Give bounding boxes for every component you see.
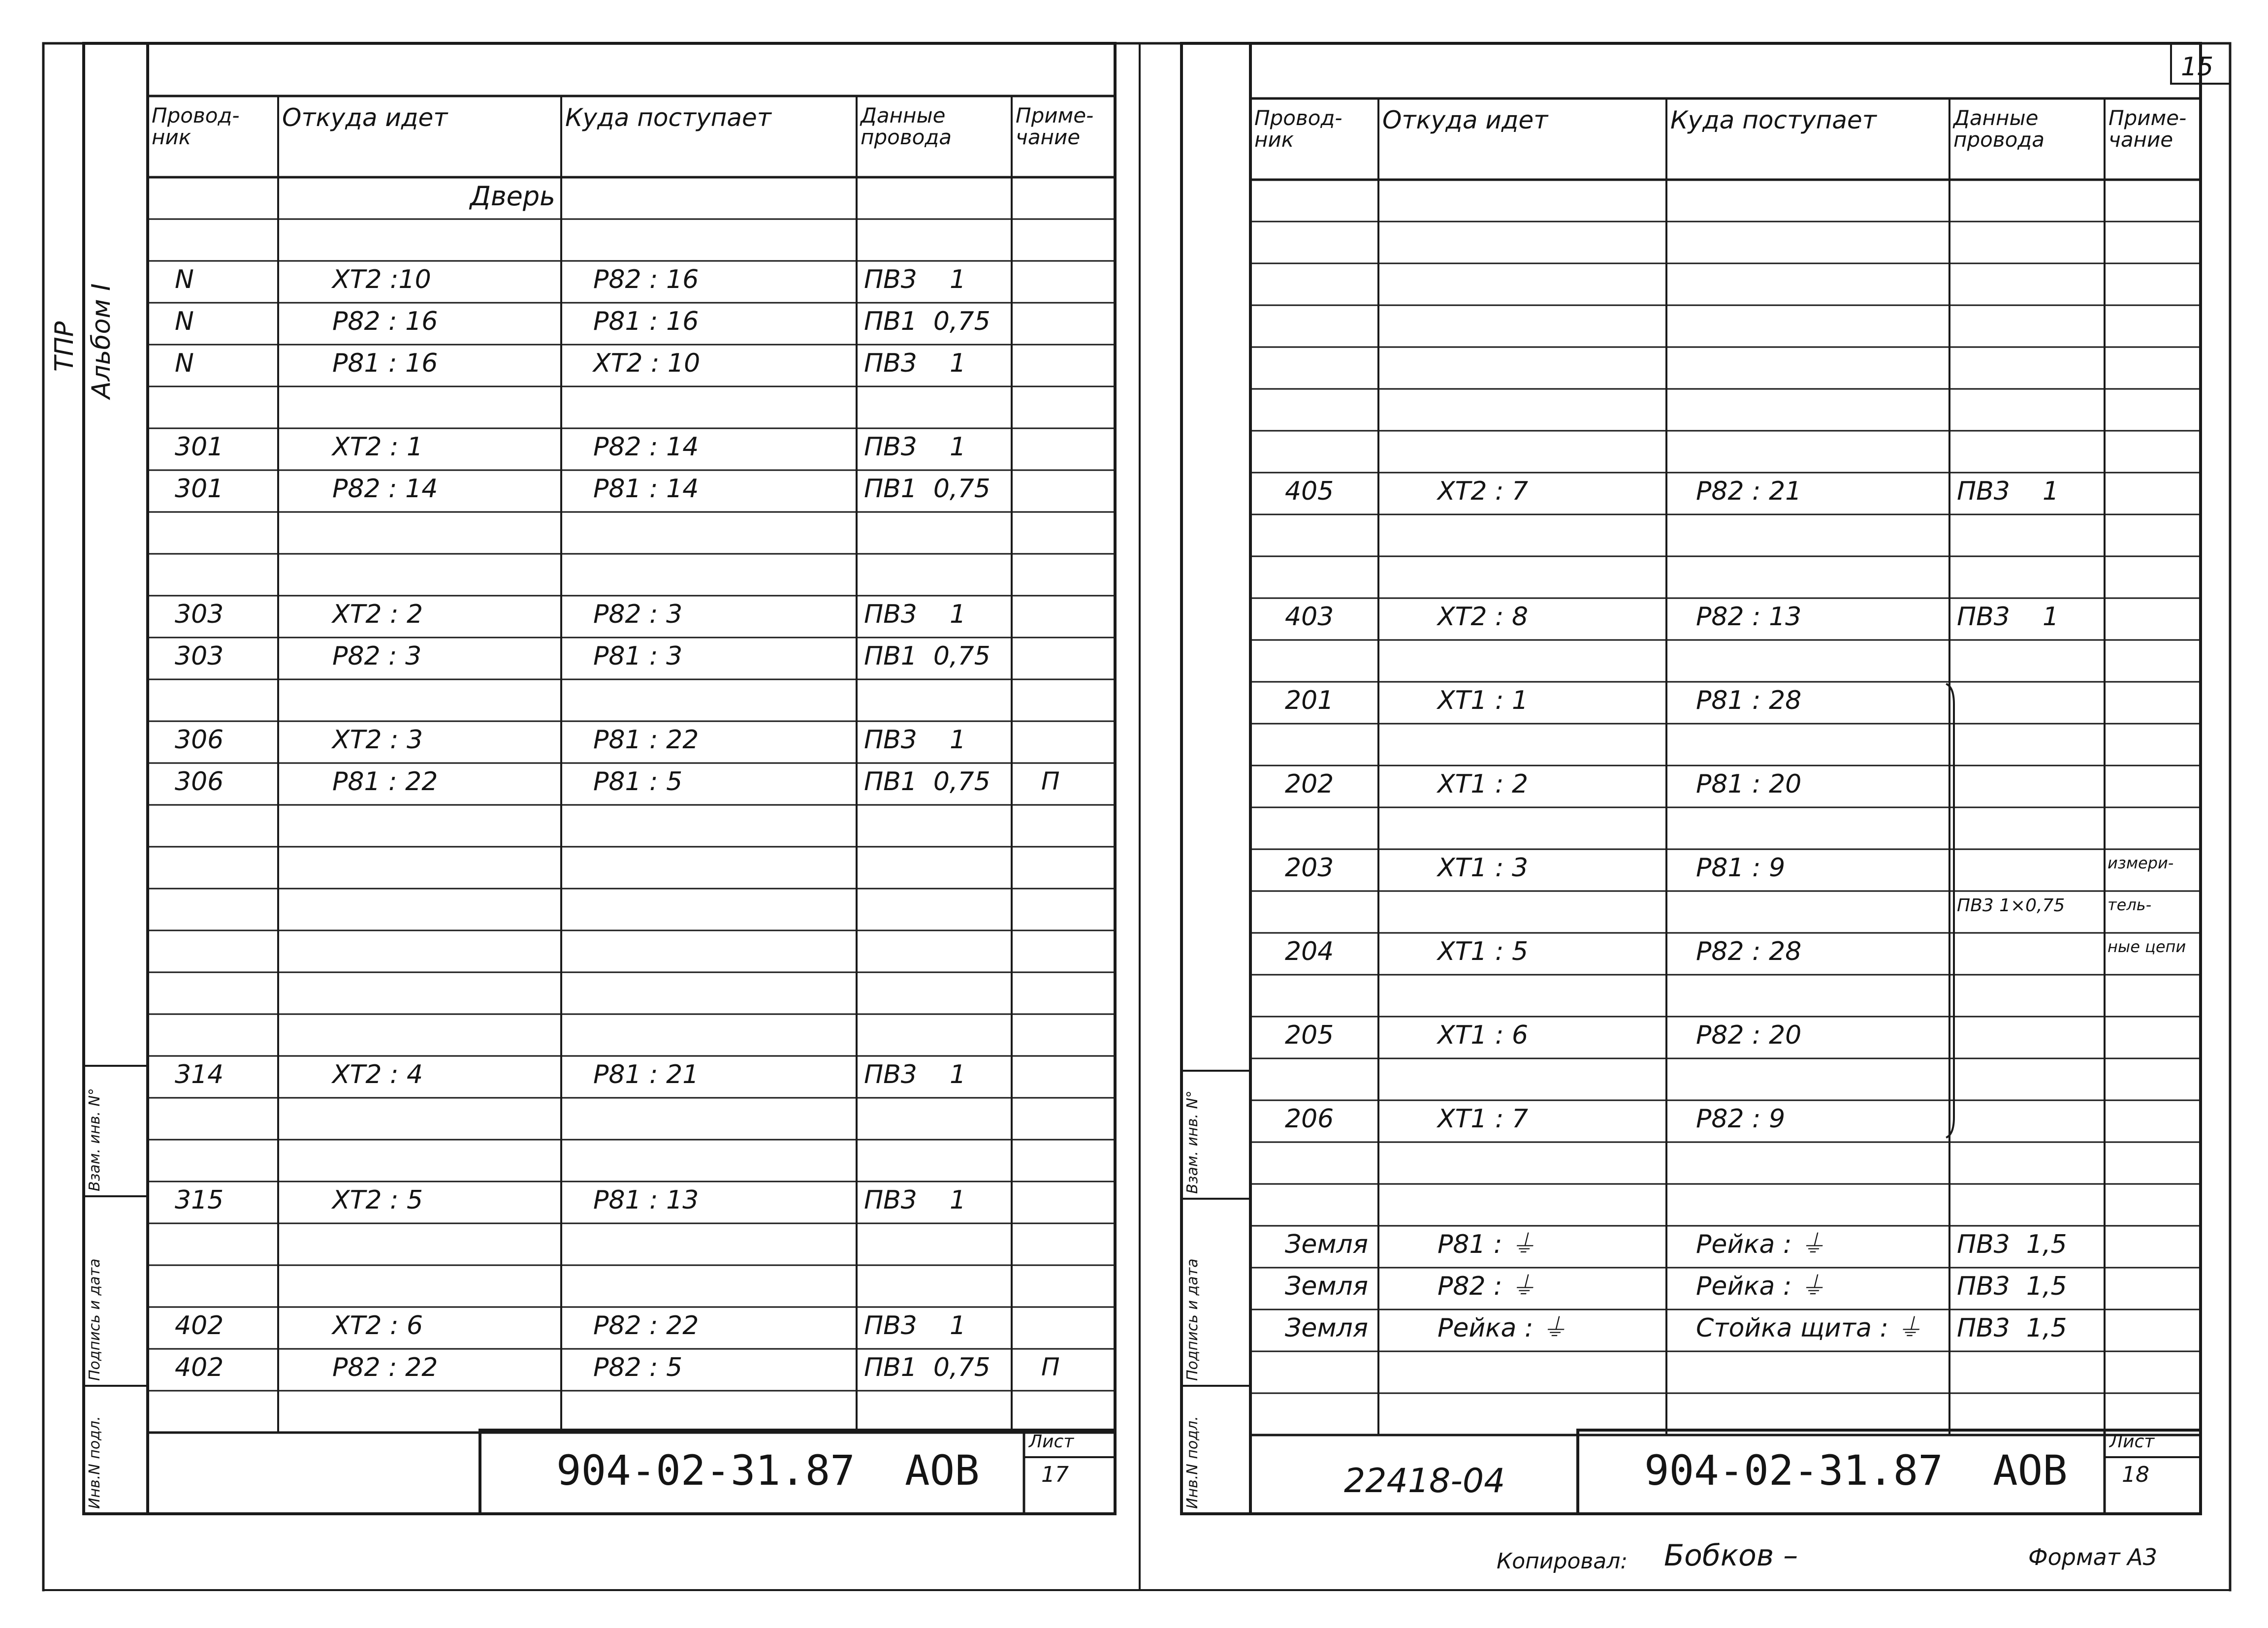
- table-cell: P82 : 22: [593, 1311, 699, 1341]
- table-cell: ПВ1 0,75: [864, 641, 990, 671]
- table-cell: N: [175, 307, 194, 336]
- table-cell: 205: [1285, 1021, 1334, 1050]
- table-cell: ПВ3 1: [864, 265, 966, 294]
- inventory-number: 22418-04: [1344, 1462, 1505, 1500]
- table-cell: N: [175, 349, 194, 378]
- sheet-number: 17: [1041, 1462, 1069, 1487]
- table-cell: 306: [175, 725, 224, 755]
- table-cell: ПВ3 1: [864, 1060, 966, 1089]
- table-cell: 204: [1285, 937, 1334, 966]
- table-cell: ПВ1 0,75: [864, 307, 990, 336]
- table-cell: 315: [175, 1185, 224, 1215]
- table-cell: Рейка : ⏚: [1437, 1313, 1567, 1343]
- table-cell: N: [175, 265, 194, 294]
- table-cell: 314: [175, 1060, 224, 1089]
- table-cell: XT1 : 7: [1437, 1104, 1529, 1134]
- field-vzam-inv: Взам. инв. N°: [1184, 1090, 1201, 1194]
- table-cell: P81 : 22: [332, 767, 438, 797]
- table-cell: P82 : 21: [1696, 477, 1802, 506]
- table-cell: измери-: [2108, 854, 2174, 872]
- page-number: 15: [2181, 52, 2214, 82]
- table-cell: Рейка : ⏚: [1696, 1230, 1825, 1259]
- table-cell: P81 : 22: [593, 725, 699, 755]
- sheet-label: Лист: [2109, 1432, 2155, 1452]
- table-cell: ПВ1 0,75: [864, 767, 990, 797]
- table-cell: P82 : 13: [1696, 602, 1802, 632]
- table-cell: ные цепи: [2108, 937, 2186, 956]
- table-cell: 402: [175, 1353, 224, 1382]
- table-cell: P82 : 22: [332, 1353, 438, 1382]
- table-cell: 206: [1285, 1104, 1334, 1134]
- column-header: Данные провода: [861, 103, 952, 150]
- table-cell: P82 : 28: [1696, 937, 1802, 966]
- column-header: Провод-ник: [152, 103, 240, 150]
- table-cell: ПВ3 1×0,75: [1957, 895, 2065, 916]
- table-cell: ПВ3 1: [864, 725, 966, 755]
- table-cell: P82 : 16: [332, 307, 438, 336]
- table-cell: P81 : 14: [593, 474, 699, 504]
- column-header: Куда поступает: [1670, 106, 1877, 134]
- table-cell: XT1 : 6: [1437, 1021, 1529, 1050]
- table-cell: XT2 : 4: [332, 1060, 423, 1089]
- column-header: Провод-ник: [1254, 106, 1342, 152]
- table-cell: P81 : 21: [593, 1060, 699, 1089]
- table-cell: P81 : 5: [593, 767, 683, 797]
- table-cell: Земля: [1285, 1313, 1369, 1343]
- table-cell: 306: [175, 767, 224, 797]
- table-cell: P82 : 5: [593, 1353, 683, 1382]
- table-cell: ПВ1 0,75: [864, 1353, 990, 1382]
- table-cell: XT2 : 6: [332, 1311, 423, 1341]
- column-header: Откуда идет: [1382, 106, 1548, 134]
- table-cell: XT1 : 3: [1437, 853, 1529, 883]
- field-podpis-data: Подпись и дата: [1184, 1258, 1201, 1381]
- table-cell: P82 : 3: [332, 641, 422, 671]
- column-header: Куда поступает: [565, 103, 771, 132]
- table-cell: P81 : 28: [1696, 686, 1802, 715]
- table-cell: ПВ3 1: [864, 1185, 966, 1215]
- table-cell: 303: [175, 641, 224, 671]
- table-cell: P82 : 14: [332, 474, 438, 504]
- table-cell: ПВ3 1,5: [1957, 1272, 2067, 1301]
- table-cell: XT1 : 5: [1437, 937, 1529, 966]
- table-cell: XT2 : 7: [1437, 477, 1529, 506]
- column-header: Откуда идет: [282, 103, 448, 132]
- table-cell: ПВ3 1: [864, 432, 966, 462]
- table-cell: XT2 : 1: [332, 432, 423, 462]
- format-label: Формат А3: [2028, 1544, 2157, 1570]
- table-cell: P82 : 20: [1696, 1021, 1802, 1050]
- table-cell: Стойка щита : ⏚: [1696, 1313, 1922, 1343]
- table-cell: Земля: [1285, 1272, 1369, 1301]
- table-cell: P82 : 14: [593, 432, 699, 462]
- table-cell: тель-: [2108, 895, 2152, 914]
- table-cell: 203: [1285, 853, 1334, 883]
- table-cell: P82 : ⏚: [1437, 1272, 1536, 1301]
- field-vzam-inv: Взам. инв. N°: [86, 1088, 103, 1191]
- table-cell: 301: [175, 432, 224, 462]
- table-cell: 201: [1285, 686, 1334, 715]
- table-cell: P82 : 16: [593, 265, 699, 294]
- field-podpis-data: Подпись и дата: [86, 1258, 103, 1381]
- table-cell: XT2 : 2: [332, 600, 423, 629]
- table-cell: P81 : 16: [332, 349, 438, 378]
- table-cell: P81 : 9: [1696, 853, 1786, 883]
- table-cell: P82 : 3: [593, 600, 683, 629]
- column-header: Данные провода: [1953, 106, 2045, 152]
- field-inv-podl: Инв.N подл.: [1184, 1416, 1201, 1509]
- table-cell: ПВ3 1: [1957, 602, 2059, 632]
- table-cell: P82 : 9: [1696, 1104, 1786, 1134]
- table-cell: 405: [1285, 477, 1334, 506]
- drawing-code: 904-02-31.87 АОВ: [1644, 1446, 2068, 1495]
- table-cell: ПВ1 0,75: [864, 474, 990, 504]
- table-cell: P81 : 13: [593, 1185, 699, 1215]
- table-cell: XT2 :10: [332, 265, 431, 294]
- section-label: Дверь: [470, 181, 555, 212]
- table-cell: XT1 : 1: [1437, 686, 1529, 715]
- table-cell: P81 : 16: [593, 307, 699, 336]
- drawing-code: 904-02-31.87 АОВ: [556, 1446, 980, 1495]
- table-cell: Земля: [1285, 1230, 1369, 1259]
- table-cell: ПВ3 1,5: [1957, 1230, 2067, 1259]
- table-cell: Рейка : ⏚: [1696, 1272, 1825, 1301]
- table-cell: P81 : 20: [1696, 769, 1802, 799]
- table-cell: ПВ3 1,5: [1957, 1313, 2067, 1343]
- table-cell: 301: [175, 474, 224, 504]
- table-cell: P81 : ⏚: [1437, 1230, 1536, 1259]
- table-cell: XT2 : 10: [593, 349, 701, 378]
- column-header: Приме-чание: [2108, 106, 2187, 152]
- field-inv-podl: Инв.N подл.: [86, 1416, 103, 1509]
- copied-by-label: Копировал:: [1497, 1549, 1628, 1574]
- table-cell: ПВ3 1: [864, 349, 966, 378]
- table-cell: XT2 : 8: [1437, 602, 1529, 632]
- sheet-number: 18: [2122, 1462, 2149, 1487]
- album-label-line1: ТПР: [50, 321, 79, 372]
- column-header: Приме-чание: [1016, 103, 1094, 150]
- table-cell: ПВ3 1: [864, 600, 966, 629]
- album-label-line2: Альбом I: [87, 283, 116, 399]
- table-cell: 402: [175, 1311, 224, 1341]
- table-cell: ПВ3 1: [1957, 477, 2059, 506]
- table-cell: XT1 : 2: [1437, 769, 1529, 799]
- table-cell: 202: [1285, 769, 1334, 799]
- sheet-label: Лист: [1029, 1432, 1074, 1452]
- table-cell: XT2 : 3: [332, 725, 423, 755]
- table-cell: P81 : 3: [593, 641, 683, 671]
- table-cell: 303: [175, 600, 224, 629]
- table-cell: П: [1041, 767, 1060, 796]
- table-cell: ПВ3 1: [864, 1311, 966, 1341]
- table-cell: 403: [1285, 602, 1334, 632]
- table-cell: XT2 : 5: [332, 1185, 423, 1215]
- table-cell: П: [1041, 1353, 1060, 1381]
- copied-by-signature: Бобков –: [1664, 1538, 1798, 1573]
